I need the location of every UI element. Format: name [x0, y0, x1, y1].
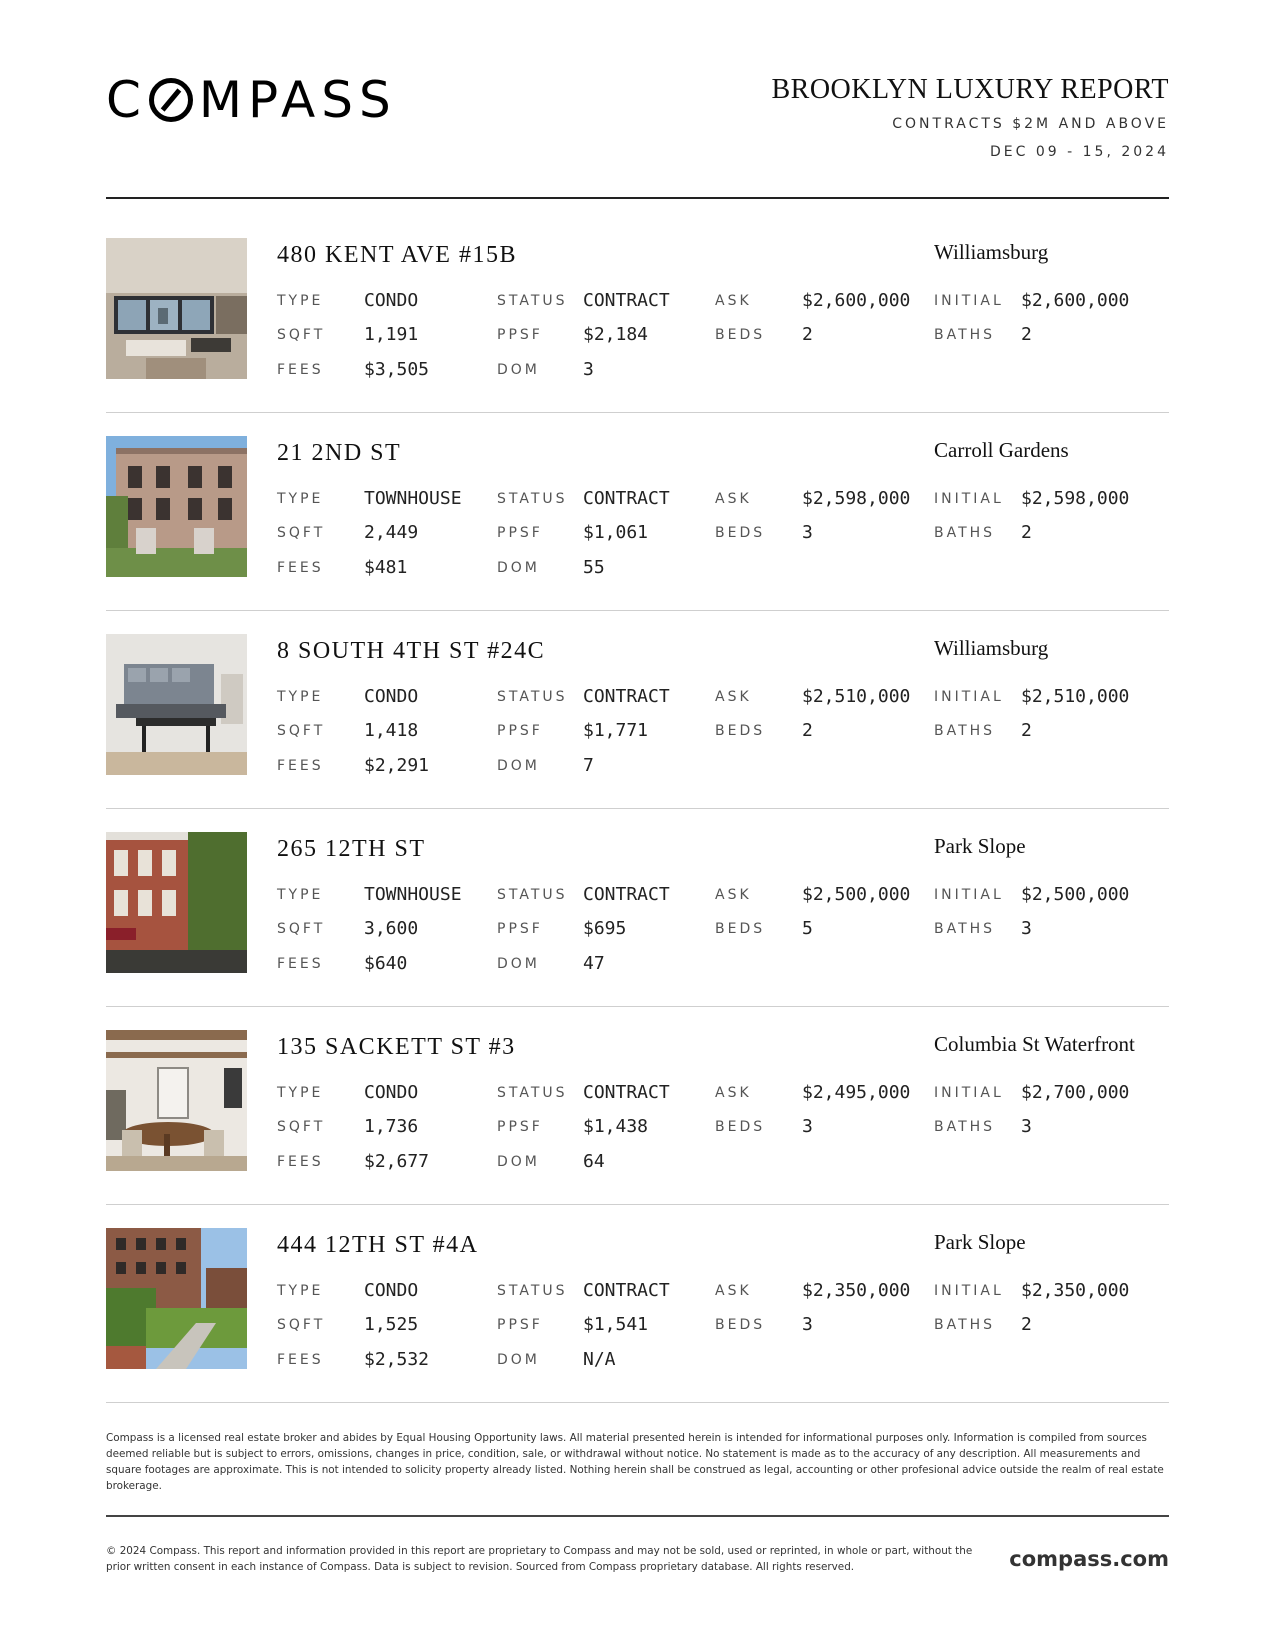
status-value: CONTRACT	[583, 1280, 670, 1301]
listing-divider	[106, 1402, 1169, 1403]
sqft-value: 1,736	[364, 1116, 419, 1137]
listing-address: 265 12TH ST	[277, 836, 426, 862]
baths-value: 3	[1021, 1116, 1032, 1137]
ask-label: ASK	[715, 491, 752, 507]
listing-photo	[106, 832, 247, 973]
baths-value: 2	[1021, 522, 1032, 543]
type-value: TOWNHOUSE	[364, 884, 462, 905]
fees-label: FEES	[277, 560, 324, 576]
dom-label: DOM	[497, 560, 540, 576]
ask-value: $2,598,000	[802, 488, 911, 509]
dom-value: 7	[583, 755, 594, 776]
fees-label: FEES	[277, 1154, 324, 1170]
report-date-range: DEC 09 - 15, 2024	[990, 144, 1169, 160]
listing-neighborhood: Carroll Gardens	[934, 438, 1069, 462]
ask-value: $2,500,000	[802, 884, 911, 905]
listing-item	[106, 832, 1169, 1030]
beds-label: BEDS	[715, 525, 766, 541]
dom-label: DOM	[497, 956, 540, 972]
status-label: STATUS	[497, 491, 568, 507]
listing-photo	[106, 1228, 247, 1369]
beds-label: BEDS	[715, 327, 766, 343]
beds-value: 5	[802, 918, 813, 939]
sqft-value: 2,449	[364, 522, 419, 543]
listing-divider	[106, 1006, 1169, 1007]
initial-value: $2,510,000	[1021, 686, 1130, 707]
beds-value: 2	[802, 324, 813, 345]
fees-label: FEES	[277, 758, 324, 774]
baths-label: BATHS	[934, 1119, 996, 1135]
dom-value: 64	[583, 1151, 605, 1172]
listing-photo	[106, 1030, 247, 1171]
beds-label: BEDS	[715, 1119, 766, 1135]
fees-label: FEES	[277, 1352, 324, 1368]
sqft-label: SQFT	[277, 327, 326, 343]
ppsf-value: $1,438	[583, 1116, 649, 1137]
beds-label: BEDS	[715, 1317, 766, 1333]
baths-value: 2	[1021, 1314, 1032, 1335]
beds-value: 3	[802, 1314, 813, 1335]
ppsf-label: PPSF	[497, 1119, 543, 1135]
ppsf-value: $1,541	[583, 1314, 649, 1335]
status-value: CONTRACT	[583, 488, 670, 509]
ask-label: ASK	[715, 1283, 752, 1299]
listing-divider	[106, 610, 1169, 611]
beds-label: BEDS	[715, 723, 766, 739]
ppsf-value: $2,184	[583, 324, 649, 345]
fees-label: FEES	[277, 362, 324, 378]
listing-neighborhood: Park Slope	[934, 1230, 1026, 1254]
report-header	[771, 74, 1169, 160]
initial-value: $2,350,000	[1021, 1280, 1130, 1301]
listing-photo	[106, 238, 247, 379]
listing-item	[106, 634, 1169, 832]
fees-value: $2,532	[364, 1349, 430, 1370]
listing-item	[106, 1030, 1169, 1228]
listings-list	[106, 238, 1169, 1426]
type-value: CONDO	[364, 1082, 419, 1103]
sqft-value: 1,191	[364, 324, 419, 345]
sqft-label: SQFT	[277, 723, 326, 739]
ask-label: ASK	[715, 1085, 752, 1101]
baths-label: BATHS	[934, 525, 996, 541]
ppsf-label: PPSF	[497, 327, 543, 343]
status-value: CONTRACT	[583, 1082, 670, 1103]
listing-divider	[106, 808, 1169, 809]
sqft-value: 1,525	[364, 1314, 419, 1335]
fees-value: $481	[364, 557, 408, 578]
website-link[interactable]: compass.com	[1009, 1547, 1169, 1571]
ppsf-value: $695	[583, 918, 627, 939]
fees-value: $640	[364, 953, 408, 974]
initial-label: INITIAL	[934, 887, 1004, 903]
listing-item	[106, 436, 1169, 634]
type-value: TOWNHOUSE	[364, 488, 462, 509]
dom-value: N/A	[583, 1349, 616, 1370]
baths-label: BATHS	[934, 1317, 996, 1333]
dom-value: 47	[583, 953, 605, 974]
dom-value: 3	[583, 359, 594, 380]
ppsf-label: PPSF	[497, 723, 543, 739]
sqft-value: 3,600	[364, 918, 419, 939]
ask-value: $2,510,000	[802, 686, 911, 707]
dom-label: DOM	[497, 362, 540, 378]
initial-value: $2,600,000	[1021, 290, 1130, 311]
listing-address: 21 2ND ST	[277, 440, 402, 466]
baths-value: 2	[1021, 720, 1032, 741]
baths-value: 2	[1021, 324, 1032, 345]
ask-value: $2,350,000	[802, 1280, 911, 1301]
initial-label: INITIAL	[934, 1085, 1004, 1101]
type-label: TYPE	[277, 491, 324, 507]
listing-photo	[106, 634, 247, 775]
status-label: STATUS	[497, 887, 568, 903]
status-value: CONTRACT	[583, 686, 670, 707]
beds-label: BEDS	[715, 921, 766, 937]
ask-label: ASK	[715, 887, 752, 903]
sqft-label: SQFT	[277, 1317, 326, 1333]
listing-address: 480 KENT AVE #15B	[277, 242, 517, 268]
listing-address: 444 12TH ST #4A	[277, 1232, 479, 1258]
footer-divider	[106, 1515, 1169, 1517]
dom-label: DOM	[497, 1154, 540, 1170]
ppsf-label: PPSF	[497, 921, 543, 937]
sqft-label: SQFT	[277, 1119, 326, 1135]
initial-label: INITIAL	[934, 293, 1004, 309]
baths-label: BATHS	[934, 921, 996, 937]
listing-divider	[106, 412, 1169, 413]
status-label: STATUS	[497, 1085, 568, 1101]
header-divider	[106, 197, 1169, 199]
sqft-value: 1,418	[364, 720, 419, 741]
initial-label: INITIAL	[934, 689, 1004, 705]
dom-label: DOM	[497, 758, 540, 774]
type-value: CONDO	[364, 1280, 419, 1301]
status-value: CONTRACT	[583, 290, 670, 311]
ask-value: $2,600,000	[802, 290, 911, 311]
fees-value: $2,677	[364, 1151, 430, 1172]
ppsf-label: PPSF	[497, 1317, 543, 1333]
listing-neighborhood: Williamsburg	[934, 636, 1049, 660]
initial-label: INITIAL	[934, 1283, 1004, 1299]
status-value: CONTRACT	[583, 884, 670, 905]
compass-logo: C MPASS	[106, 71, 397, 129]
type-value: CONDO	[364, 290, 419, 311]
initial-value: $2,598,000	[1021, 488, 1130, 509]
listing-divider	[106, 1204, 1169, 1205]
beds-value: 3	[802, 522, 813, 543]
copyright-text: © 2024 Compass. This report and information provided in this report are proprietary to Compass and may not be sold, used or reprinted, in whole or part, without the prior written consent in each instance of Compass. Data is subject to revision. Sourced from Compass proprietary database. All rights reserved.	[106, 1545, 973, 1573]
type-value: CONDO	[364, 686, 419, 707]
baths-label: BATHS	[934, 327, 996, 343]
sqft-label: SQFT	[277, 525, 326, 541]
ppsf-value: $1,061	[583, 522, 649, 543]
beds-value: 2	[802, 720, 813, 741]
ask-label: ASK	[715, 689, 752, 705]
initial-value: $2,700,000	[1021, 1082, 1130, 1103]
type-label: TYPE	[277, 689, 324, 705]
ppsf-value: $1,771	[583, 720, 649, 741]
ask-value: $2,495,000	[802, 1082, 911, 1103]
fees-value: $2,291	[364, 755, 430, 776]
baths-value: 3	[1021, 918, 1032, 939]
type-label: TYPE	[277, 293, 324, 309]
status-label: STATUS	[497, 293, 568, 309]
fees-value: $3,505	[364, 359, 430, 380]
listing-item	[106, 1228, 1169, 1426]
fees-label: FEES	[277, 956, 324, 972]
initial-value: $2,500,000	[1021, 884, 1130, 905]
report-title: BROOKLYN LUXURY REPORT	[771, 74, 1169, 105]
listing-address: 8 SOUTH 4TH ST #24C	[277, 638, 546, 664]
listing-neighborhood: Columbia St Waterfront	[934, 1032, 1135, 1056]
baths-label: BATHS	[934, 723, 996, 739]
report-subtitle: CONTRACTS $2M AND ABOVE	[892, 116, 1169, 132]
listing-item	[106, 238, 1169, 436]
type-label: TYPE	[277, 887, 324, 903]
ppsf-label: PPSF	[497, 525, 543, 541]
ask-label: ASK	[715, 293, 752, 309]
status-label: STATUS	[497, 1283, 568, 1299]
disclaimer-text: Compass is a licensed real estate broker and abides by Equal Housing Opportunity laws. All material presented herein is intended for informational purposes only. Information is compiled from sources deemed reliable but is subject to errors, omissions, changes in price, condition, sale, or withdrawal without notice. No statement is made as to the accuracy of any description. All measurements and square footages are approximate. This is not intended to solicity property already listed. Nothing herein shall be construed as legal, accounting or other profesional advice outside the realm of real estate brokerage.	[106, 1432, 1164, 1492]
beds-value: 3	[802, 1116, 813, 1137]
listing-address: 135 SACKETT ST #3	[277, 1034, 516, 1060]
listing-photo	[106, 436, 247, 577]
status-label: STATUS	[497, 689, 568, 705]
dom-value: 55	[583, 557, 605, 578]
type-label: TYPE	[277, 1283, 324, 1299]
listing-neighborhood: Williamsburg	[934, 240, 1049, 264]
sqft-label: SQFT	[277, 921, 326, 937]
compass-logo-mark	[149, 78, 193, 122]
type-label: TYPE	[277, 1085, 324, 1101]
dom-label: DOM	[497, 1352, 540, 1368]
initial-label: INITIAL	[934, 491, 1004, 507]
listing-neighborhood: Park Slope	[934, 834, 1026, 858]
